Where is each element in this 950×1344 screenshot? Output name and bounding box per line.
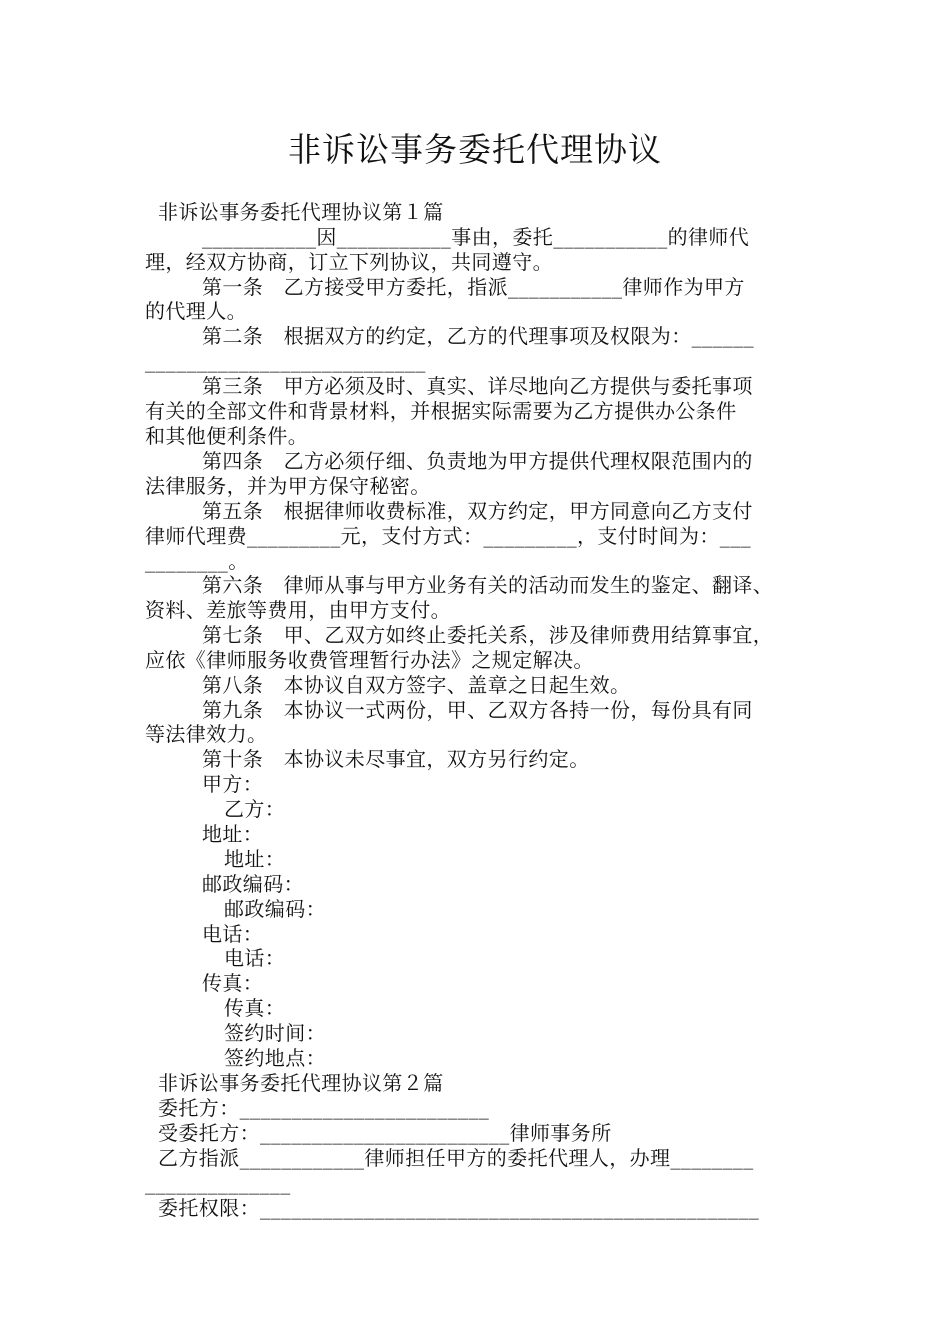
paragraph-line: 第十条 本协议未尽事宜，双方另行约定。 (202, 747, 590, 771)
paragraph-line: 第八条 本协议自双方签字、盖章之日起生效。 (202, 673, 631, 697)
signature-field: 地址： (224, 847, 286, 871)
form-field: 委托方：________________________ (158, 1096, 490, 1120)
form-field: 受委托方：________________________律师事务所 (158, 1121, 612, 1145)
signature-field: 电话： (224, 946, 286, 970)
paragraph-line: 第五条 根据律师收费标准，双方约定，甲方同意向乙方支付 (202, 499, 753, 523)
paragraph-line: 资料、差旅等费用，由甲方支付。 (145, 598, 451, 622)
document-title: 非诉讼事务委托代理协议 (288, 130, 662, 169)
paragraph-line: 第七条 甲、乙双方如终止委托关系，涉及律师费用结算事宜， (202, 623, 774, 647)
signature-field: 签约地点： (224, 1046, 326, 1070)
signature-field: 甲方： (202, 772, 264, 796)
signature-field: 传真： (202, 971, 264, 995)
paragraph-line: 第六条 律师从事与甲方业务有关的活动而发生的鉴定、翻译、 (202, 573, 774, 597)
paragraph-line: ___________因___________事由，委托___________的律师代 (202, 225, 750, 249)
paragraph-line: 法律服务，并为甲方保守秘密。 (145, 474, 431, 498)
paragraph-line: 律师代理费_________元，支付方式：_________，支付时间为：___ (145, 524, 751, 548)
paragraph-line: 第二条 根据双方的约定，乙方的代理事项及权限为：______ (202, 324, 754, 348)
paragraph-line: 第三条 甲方必须及时、真实、详尽地向乙方提供与委托事项 (202, 374, 753, 398)
paragraph-line: 第九条 本协议一式两份，甲、乙双方各持一份，每份具有同 (202, 698, 753, 722)
signature-field: 传真： (224, 996, 286, 1020)
signature-field: 签约时间： (224, 1021, 326, 1045)
form-field: 委托权限：________________________________________________ (158, 1196, 760, 1220)
signature-field: 乙方： (224, 797, 286, 821)
paragraph-line: ________。 (145, 549, 249, 573)
paragraph-line: 乙方指派____________律师担任甲方的委托代理人，办理________ (158, 1146, 754, 1170)
paragraph-line: 有关的全部文件和背景材料，并根据实际需要为乙方提供办公条件 (145, 399, 737, 423)
signature-field: 电话： (202, 922, 264, 946)
paragraph-line: 应依《律师服务收费管理暂行办法》之规定解决。 (145, 648, 594, 672)
section-heading: 非诉讼事务委托代理协议第２篇 (158, 1071, 444, 1095)
section-heading: 非诉讼事务委托代理协议第１篇 (158, 200, 444, 224)
signature-field: 邮政编码： (202, 872, 304, 896)
paragraph-line: 第一条 乙方接受甲方委托，指派___________律师作为甲方 (202, 275, 745, 299)
paragraph-line: 等法律效力。 (145, 722, 268, 746)
paragraph-line: 和其他便利条件。 (145, 424, 309, 448)
blank-line: ______________ (145, 1171, 291, 1195)
paragraph-line: 第四条 乙方必须仔细、负责地为甲方提供代理权限范围内的 (202, 449, 753, 473)
paragraph-line: 理，经双方协商，订立下列协议，共同遵守。 (145, 250, 553, 274)
paragraph-line: 的代理人。 (145, 299, 247, 323)
signature-field: 邮政编码： (224, 897, 326, 921)
signature-field: 地址： (202, 822, 264, 846)
blank-line: ___________________________ (145, 349, 426, 373)
